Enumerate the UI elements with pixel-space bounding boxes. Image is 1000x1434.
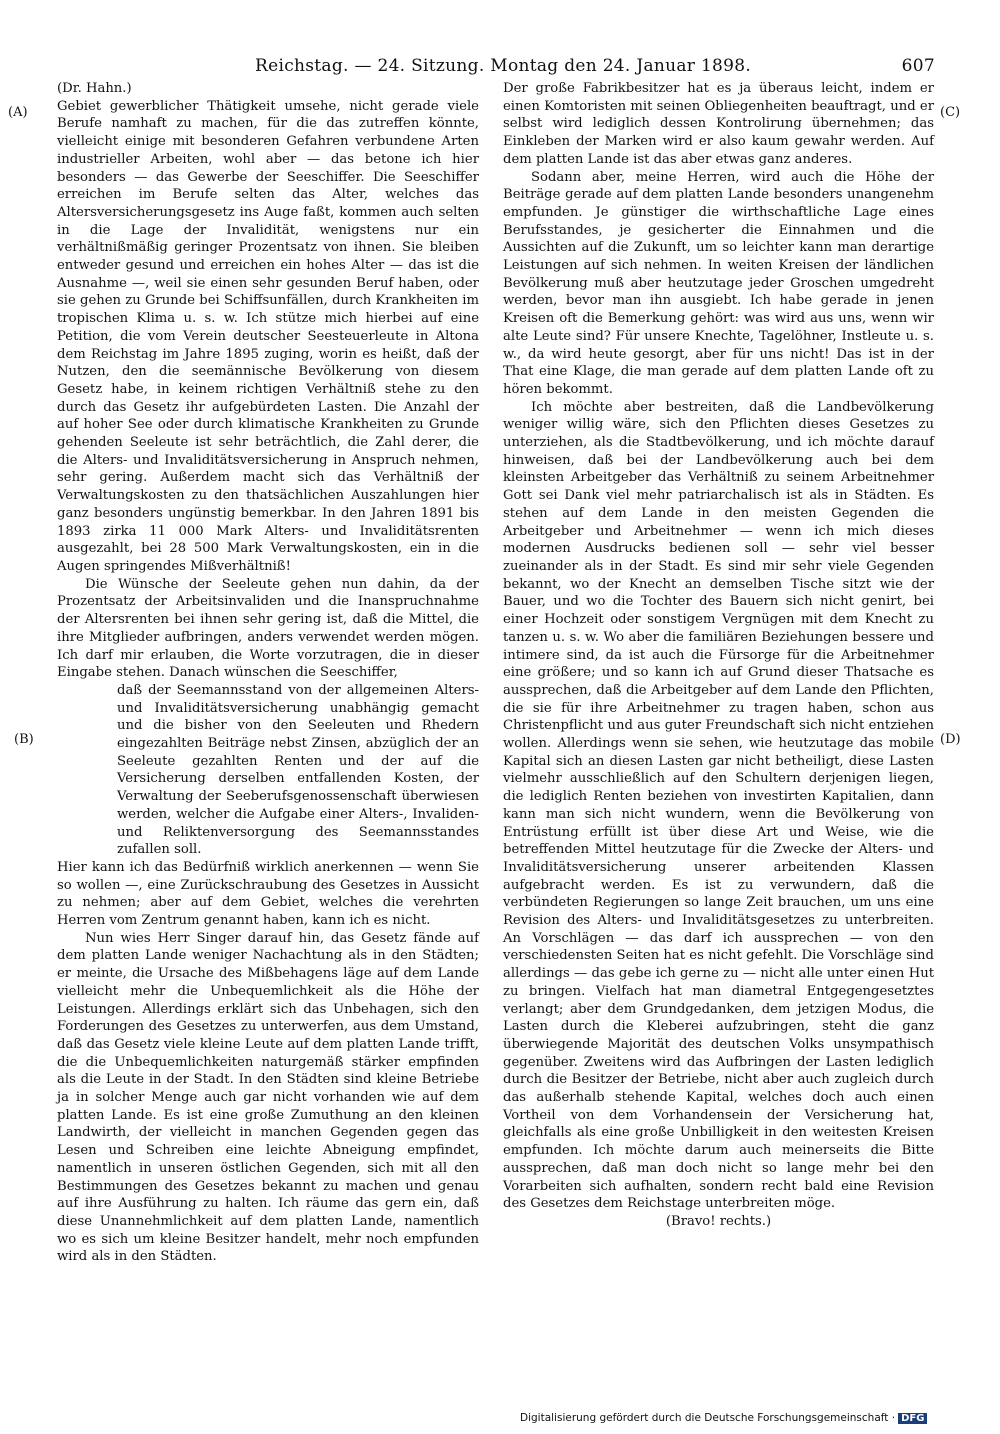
- paragraph: Gebiet gewerblicher Thätigkeit umsehe, nicht gerade viele Berufe namhaft zu machen, für die das zutreffen könnte, vielleicht einige mit besonderen Gefahren verbundene Arten industrieller Arbeiten, wohl aber — das betone ich hier besonders — das Gewerbe der Seeschiffer. Die Seeschiffer erreichen im Berufe selten das Alter, welches das Altersversicherungsgesetz ins Auge faßt, kommen auch selten in die Lage der Invalidität, wenigstens nur ein verhältnißmäßig geringer Prozentsatz von ihnen. Sie bleiben entweder gesund und erreichen ein hohes Alter — das ist die Ausnahme —, weil sie einen sehr gesunden Beruf haben, oder sie gehen zu Grunde bei Schiffsunfällen, durch Krankheiten im tropischen Klima u. s. w. Ich stütze mich hierbei auf eine Petition, die vom Verein deutscher Seesteuerleute in Altona dem Reichstag im Jahre 1895 zuging, worin es heißt, daß der Nutzen, den die seemännische Bevölkerung von diesem Gesetz habe, in keinem richtigen Verhältniß stehe zu den durch das Gesetz ihr aufgebürdeten Lasten. Die Anzahl der auf hoher See oder durch klimatische Krankheiten zu Grunde gehenden Seeleute ist sehr beträchtlich, die Zahl derer, die die Alters- und Invaliditätsversicherung in Anspruch nehmen, sehr gering. Außerdem macht sich das Verhältniß der Verwaltungskosten zu den thatsächlichen Auszahlungen hier ganz besonders ungünstig bemerkbar. In den Jahren 1891 bis 1893 zirka 11 000 Mark Alters- und Invaliditätsrenten ausgezahlt, bei 28 500 Mark Verwaltungskosten, ein in die Augen springendes Mißverhältniß!: [57, 98, 479, 574]
- left-column: [57, 80, 479, 1266]
- paragraph: Ich möchte aber bestreiten, daß die Landbevölkerung weniger willig wäre, sich den Pflichten dieses Gesetzes zu unterziehen, als die Stadtbevölkerung, und ich möchte darauf hinweisen, daß bei der Landbevölkerung auch bei dem kleinsten Arbeitgeber das Verhältniß zu seinem Arbeitnehmer Gott sei Dank viel mehr patriarchalisch ist als in Städten. Es stehen auf dem Lande in den meisten Gegenden die Arbeitgeber und Arbeitnehmer — wenn ich mich dieses modernen Ausdrucks bedienen soll — sehr viel besser zueinander als in der Stadt. Es sind mir sehr viele Gegenden bekannt, wo der Knecht an demselben Tische sitzt wie der Bauer, und wo die Tochter des Bauern sich nicht genirt, bei einer Hochzeit oder sonstigem Vergnügen mit dem Knecht zu tanzen u. s. w. Wo aber die familiären Beziehungen bessere und intimere sind, da ist auch die Fürsorge für die Arbeitnehmer eine größere; und so kann ich auf Grund dieser Thatsache es aussprechen, daß die Arbeitgeber auf dem Lande den Pflichten, die sie für ihre Arbeitnehmer zu tragen haben, schon aus Christenpflicht und aus guter Freundschaft sich nicht entziehen wollen. Allerdings wenn sie sehen, wie heutzutage das mobile Kapital sich an diesen Lasten gar nicht betheiligt, diese Lasten vielmehr ausschließlich auf den Schultern derjenigen liegen, die lediglich Renten beziehen von investirten Kapitalien, dann kann man sich nicht wundern, wenn die Bevölkerung von Entrüstung erfüllt ist über diese Art und Weise, wie die betreffenden Mittel heutzutage für die Zwecke der Alters- und Invaliditätsversicherung unserer arbeitenden Klassen aufgebracht werden. Es ist zu verwundern, daß die verbündeten Regierungen so lange Zeit brauchen, um uns eine Revision des Alters- und Invaliditätsgesetzes zu unterbreiten. An Vorschlägen — das darf ich aussprechen — von den verschiedensten Seiten hat es nicht gefehlt. Die Vorschläge sind allerdings — das gebe ich gerne zu — nicht alle unter einen Hut zu bringen. Vielfach hat man diametral Entgegengesetztes verlangt; aber dem Grundgedanken, dem jetzigen Modus, die Lasten durch die Kleberei aufzubringen, steht die ganz überwiegende Majorität des deutschen Volks unsympathisch gegenüber. Zweitens wird das Aufbringen der Lasten lediglich durch die Besitzer der Betriebe, nicht aber auch zugleich durch das außerhalb stehende Kapital, welches doch auch einen Vortheil von dem Vorhandensein der Versicherung hat, gleichfalls als eine große Unbilligkeit in den weitesten Kreisen empfunden. Ich möchte darum auch meinerseits die Bitte aussprechen, daß man doch nicht so lange mehr bei den Vorarbeiten sich aufhalten, sondern recht bald eine Revision des Gesetzes dem Reichstage unterbreiten möge.: [503, 399, 934, 1212]
- margin-marker-a: (A): [8, 105, 28, 120]
- running-title: Reichstag. — 24. Sitzung. Montag den 24. Januar 1898.: [255, 56, 752, 76]
- margin-marker-c: (C): [940, 105, 961, 120]
- paragraph: Sodann aber, meine Herren, wird auch die Höhe der Beiträge gerade auf dem platten Lande besonders unangenehm empfunden. Je günstiger die wirthschaftliche Lage eines Berufsstandes, je gesicherter die Einnahmen und die Aussichten auf die Zukunft, um so leichter kann man derartige Leistungen auf sich nehmen. In weiten Kreisen der ländlichen Bevölkerung muß aber heutzutage jeder Groschen umgedreht werden, bevor man ihn ausgiebt. Ich habe gerade in jenen Kreisen oft die Bemerkung gehört: was wird aus uns, wenn wir alte Leute sind? Für unsere Knechte, Tagelöhner, Instleute u. s. w., da wird heute gesorgt, aber für uns nicht! Das ist in der That eine Klage, die man gerade auf dem platten Lande oft zu hören bekommt.: [503, 169, 934, 397]
- dfg-logo: DFG: [898, 1413, 927, 1424]
- paragraph: Nun wies Herr Singer darauf hin, das Gesetz fände auf dem platten Lande weniger Nachachtung als in den Städten; er meinte, die Ursache des Mißbehagens läge auf dem Lande vielleicht mehr die Unbequemlichkeit als die Höhe der Leistungen. Allerdings erklärt sich das Unbehagen, sich den Forderungen des Gesetzes zu unterwerfen, aus dem Umstand, daß das Gesetz viele kleine Leute auf dem platten Lande trifft, die die Unbequemlichkeiten naturgemäß stärker empfinden als die Leute in der Stadt. In den Städten sind kleine Betriebe ja in solcher Menge auch gar nicht vorhanden wie auf dem platten Lande. Es ist eine große Zumuthung an den kleinen Landwirth, der vielleicht in manchen Gegenden gegen das Lesen und Schreiben eine leichte Abneigung empfindet, namentlich in unseren östlichen Gegenden, sich mit all den Bestimmungen des Gesetzes bekannt zu machen und genau auf ihre Ausführung zu halten. Ich räume das gern ein, daß diese Unannehmlichkeit auf dem platten Lande, namentlich wo es sich um kleine Besitzer handelt, mehr noch empfunden wird als in den Städten.: [57, 930, 479, 1265]
- credit-text: Digitalisierung gefördert durch die Deutsche Forschungsgemeinschaft ·: [520, 1412, 896, 1424]
- margin-marker-b: (B): [14, 732, 34, 747]
- speaker-label: (Dr. Hahn.): [57, 81, 132, 96]
- applause-note: (Bravo! rechts.): [665, 1214, 772, 1229]
- quoted-petition: daß der Seemannsstand von der allgemeinen Alters- und Invaliditätsversicherung unabhängig gemacht und die bisher von den Seeleuten und Rhedern eingezahlten Beiträge nebst Zinsen, abzüglich der an Seeleute gezahlten Renten und der auf die Versicherung derselben entfallenden Kosten, der Verwaltung der Seeberufsgenossenschaft überwiesen werden, welcher die Aufgabe einer Alters-, Invaliden- und Reliktenversorgung des Seemannsstandes zufallen soll.: [117, 682, 479, 858]
- paragraph: Der große Fabrikbesitzer hat es ja überaus leicht, indem er einen Komtoristen mit seinen Obliegenheiten beauftragt, und er selbst wird lediglich dessen Kontrolirung übernehmen; das Einkleben der Marken wird er also kaum gewahr werden. Auf dem platten Lande ist das aber etwas ganz anderes.: [503, 81, 934, 167]
- right-column: [503, 80, 934, 1231]
- paragraph: Die Wünsche der Seeleute gehen nun dahin, da der Prozentsatz der Arbeitsinvaliden und die Inanspruchnahme der Altersrenten bei ihnen sehr gering ist, daß die Mittel, die ihre Mitglieder aufbringen, anders verwendet werden mögen. Ich darf mir erlauben, die Worte vorzutragen, die in dieser Eingabe stehen. Danach wünschen die Seeschiffer,: [57, 576, 479, 681]
- digitization-credit: [520, 1412, 927, 1424]
- page-header: [255, 56, 935, 80]
- paragraph: Hier kann ich das Bedürfniß wirklich anerkennen — wenn Sie so wollen —, eine Zurückschraubung des Gesetzes in Aussicht zu nehmen; aber auf dem Gebiet, welches die verehrten Herren vom Zentrum genannt haben, kann ich es nicht.: [57, 859, 479, 929]
- margin-marker-d: (D): [940, 732, 961, 747]
- page-number: 607: [901, 56, 935, 76]
